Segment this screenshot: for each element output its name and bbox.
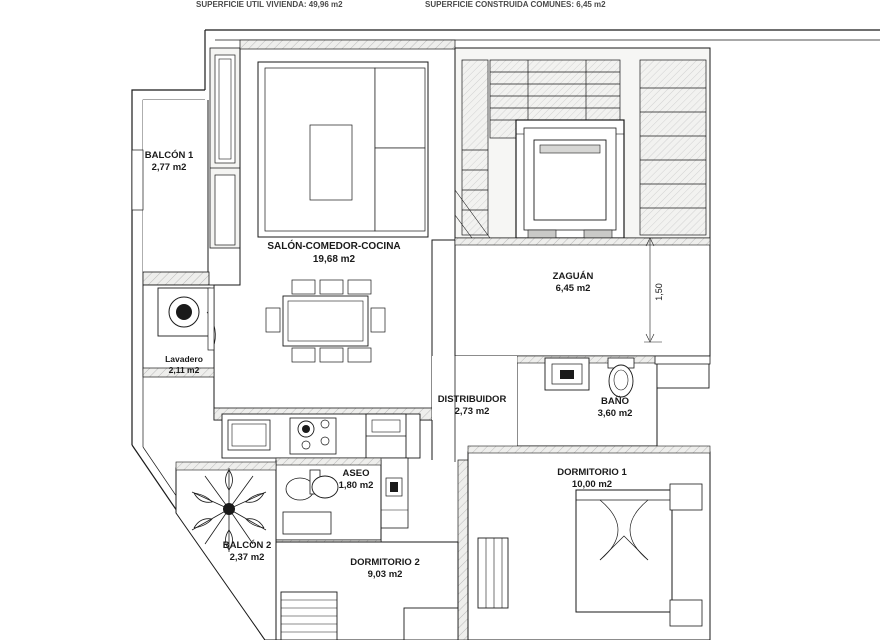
room-area: 2,73 m2	[454, 405, 490, 417]
room-name: BALCÓN 1	[144, 150, 194, 161]
room-area: 1,80 m2	[338, 479, 374, 491]
room-area: 2,37 m2	[229, 551, 265, 563]
room-area: 9,03 m2	[367, 568, 403, 580]
dimension-zaguan-depth: 1,50	[653, 283, 664, 301]
toilet-room-area	[276, 458, 381, 546]
bedroom-2-area	[276, 542, 458, 640]
room-name: DORMITORIO 1	[557, 467, 627, 478]
room-name: DISTRIBUIDOR	[437, 394, 507, 405]
room-area: 10,00 m2	[571, 478, 613, 490]
room-name: SALÓN-COMEDOR-COCINA	[267, 241, 401, 252]
balcon-2-area	[176, 462, 276, 640]
plan-geometry	[132, 30, 880, 640]
room-area: 2,77 m2	[151, 161, 187, 173]
room-area: 6,45 m2	[555, 282, 591, 294]
room-area: 2,11 m2	[168, 364, 200, 375]
staircase-core	[455, 48, 710, 238]
surface-note-0: SUPERFICIE UTIL VIVIENDA: 49,96 m2	[196, 0, 343, 9]
room-name: ASEO	[342, 468, 370, 479]
room-name: BALCÓN 2	[222, 540, 272, 551]
room-name: ZAGUÁN	[552, 271, 594, 282]
bathroom-area	[517, 356, 709, 452]
balcon-1-area	[143, 48, 240, 285]
room-area: 3,60 m2	[597, 407, 633, 419]
room-area: 19,68 m2	[312, 253, 356, 265]
room-name: Lavadero	[165, 354, 203, 364]
surface-note-1: SUPERFICIE CONSTRUIDA COMUNES: 6,45 m2	[425, 0, 606, 9]
room-name: BAÑO	[601, 396, 629, 407]
room-name: DORMITORIO 2	[350, 557, 420, 568]
laundry-area	[143, 285, 215, 377]
living-room-area	[214, 40, 455, 528]
